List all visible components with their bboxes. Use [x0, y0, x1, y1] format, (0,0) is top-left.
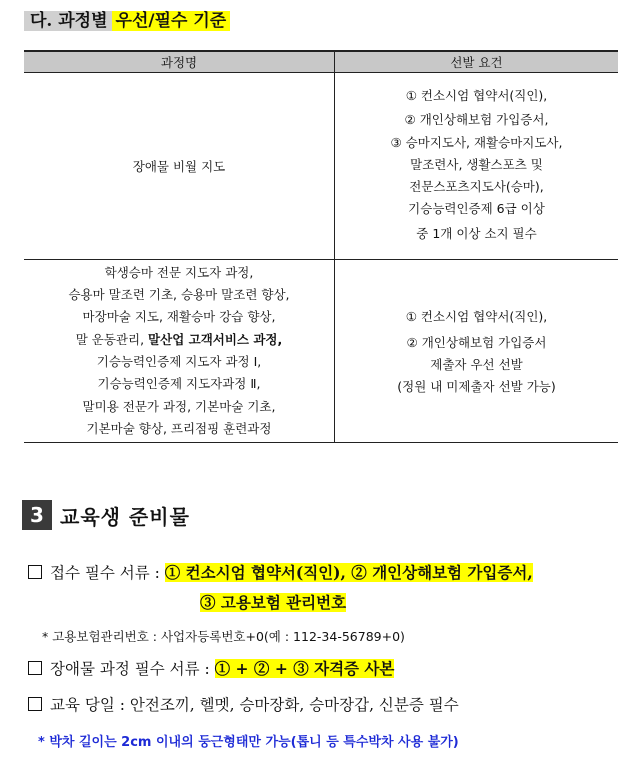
requirements-cell: [335, 73, 619, 260]
section-d-prefix: 다. 과정별: [24, 11, 112, 31]
requirement-line: 기승능력인증제 6급 이상: [408, 201, 545, 216]
course-line: 학생승마 전문 지도자 과정,: [104, 264, 254, 280]
course-list-cell: [24, 260, 335, 443]
course-line: 마장마술 지도, 재활승마 강습 향상,: [82, 309, 276, 325]
requirement-line: ① 컨소시엄 협약서(직인),: [405, 88, 548, 103]
checkbox-icon: [28, 565, 42, 579]
checkbox-icon: [28, 697, 42, 711]
required-docs-highlight-2: ③ 고용보험 관리번호: [200, 593, 347, 612]
required-docs-label: 접수 필수 서류 :: [50, 564, 160, 582]
course-name: 장애물 비월 지도: [132, 159, 226, 174]
course-line: 기본마술 향상, 프리점핑 훈련과정: [86, 420, 272, 436]
selection-criteria-table: [24, 50, 618, 443]
requirement-line: 전문스포츠지도사(승마),: [409, 179, 544, 194]
requirement-line: 제출자 우선 선발: [430, 357, 523, 372]
requirement-line: ③ 승마지도사, 재활승마지도사,: [390, 135, 563, 150]
table-row: [24, 260, 618, 443]
required-docs-highlight: ① 컨소시엄 협약서(직인), ② 개인상해보험 가입증서,: [164, 563, 533, 582]
course-text: 말 운동관리,: [75, 331, 145, 347]
required-docs-item-cont: [200, 591, 346, 613]
course-line: [24, 329, 334, 351]
course-line: 승용마 말조련 기초, 승용마 말조련 향상,: [68, 287, 290, 303]
requirement-line: ② 개인상해보험 가입증서,: [404, 112, 549, 127]
requirements-cell: [335, 260, 619, 443]
obstacle-docs-item: [28, 657, 394, 679]
table-header-row: [24, 51, 618, 73]
requirement-line: (정원 내 미제출자 선발 가능): [397, 379, 556, 394]
section-d-highlight: 우선/필수 기준: [112, 11, 231, 31]
course-text-bold: 말산업 고객서비스 과정,: [148, 331, 283, 347]
requirement-line: ① 컨소시엄 협약서(직인),: [405, 309, 548, 324]
table-row: [24, 73, 618, 260]
course-line: 기승능력인증제 지도자 과정 Ⅰ,: [96, 354, 262, 369]
course-cell: [24, 73, 335, 260]
course-line: 말미용 전문가 과정, 기본마술 기초,: [82, 398, 276, 414]
required-docs-item: [28, 561, 533, 583]
obstacle-docs-label: 장애물 과정 필수 서류 :: [50, 660, 210, 678]
header-requirements: 선발 요건: [335, 51, 619, 73]
checkbox-icon: [28, 661, 42, 675]
section-d-heading: [24, 8, 230, 34]
spur-warning: * 박차 길이는 2cm 이내의 둥근형태만 가능(톱니 등 특수박차 사용 불가): [38, 735, 459, 750]
obstacle-docs-highlight: ① + ② + ③ 자격증 사본: [214, 659, 395, 678]
course-line: 기승능력인증제 지도자과정 Ⅱ,: [97, 376, 261, 392]
requirement-line: 말조련사, 생활스포츠 및: [410, 157, 543, 172]
section-3-heading: [22, 500, 190, 530]
training-day-text: 교육 당일 : 안전조끼, 헬멧, 승마장화, 승마장갑, 신분증 필수: [50, 696, 459, 714]
section-title: 교육생 준비물: [60, 504, 190, 529]
section-number-badge: 3: [22, 500, 52, 530]
insurance-number-note: * 고용보험관리번호 : 사업자등록번호+0(예 : 112-34-56789+0): [42, 629, 405, 644]
requirement-line: 중 1개 이상 소지 필수: [416, 226, 537, 241]
header-course: 과정명: [24, 51, 335, 73]
training-day-item: [28, 693, 459, 715]
requirement-line: ② 개인상해보험 가입증서: [406, 335, 547, 350]
